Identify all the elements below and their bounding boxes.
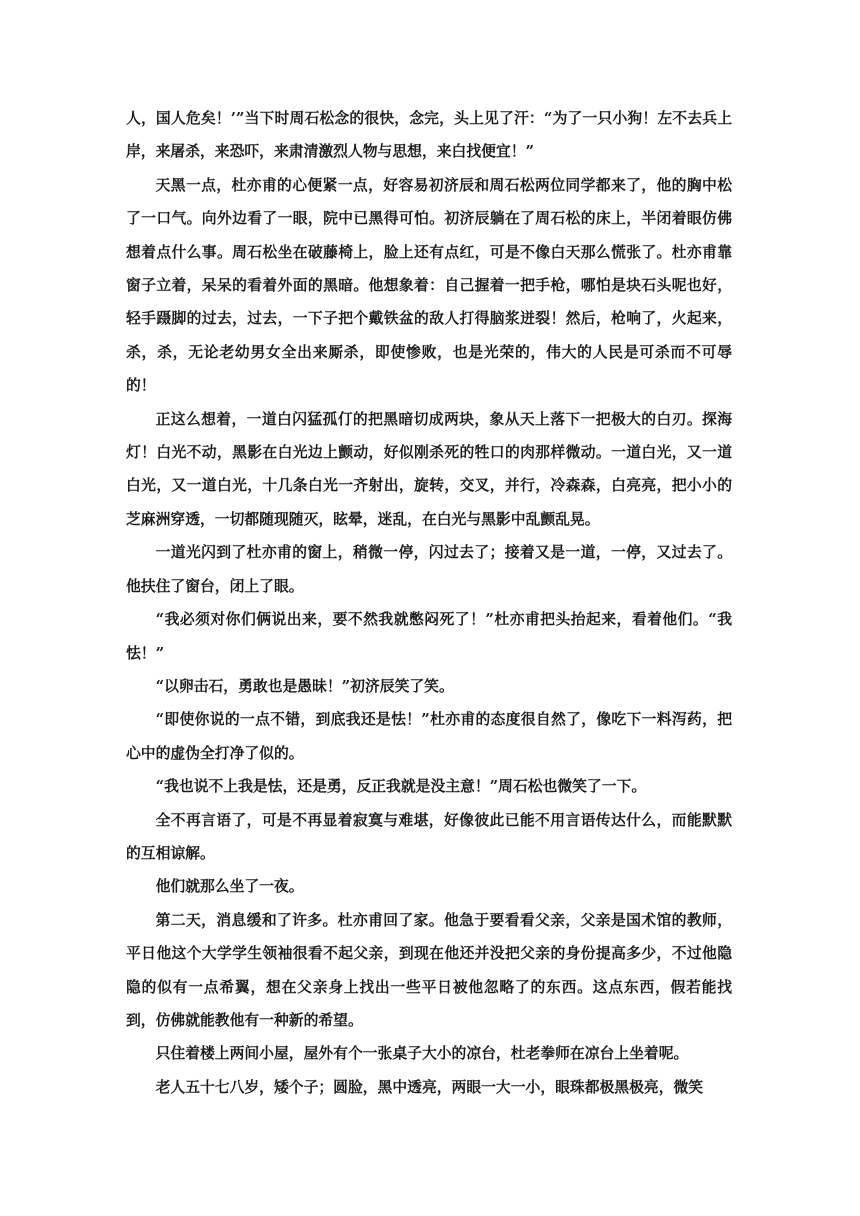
paragraph-2: 天黑一点，杜亦甫的心便紧一点，好容易初济辰和周石松两位同学都来了，他的胸中松了一口气。向外边看了一眼，院中已黑得可怕。初济辰躺在了周石松的床上，半闭着眼仿佛想着点什么事。周石松坐在破藤椅上，脸上还有点红，可是不像白天那么慌张了。杜亦甫靠窗子立着，呆呆的看着外面的黑暗。他想象着：自己握着一把手枪，哪怕是块石头呢也好，轻手蹑脚的过去，过去，一下子把个戴铁盆的敌人打得脑浆迸裂！然后，枪响了，火起来，杀，杀，无论老幼男女全出来厮杀，即使惨败，也是光荣的，伟大的人民是可杀而不可辱的！	[126, 176, 732, 395]
paragraph-11: 第二天，消息缓和了许多。杜亦甫回了家。他急于要看看父亲，父亲是国术馆的教师，平日他这个大学学生领袖很看不起父亲，到现在他还并没把父亲的身份提高多少，不过他隐隐的似有一点希翼，想在父亲身上找出一些平日被他忽略了的东西。这点东西，假若能找到，仿佛就能教他有一种新的希望。	[126, 911, 732, 1029]
paragraph-13: 老人五十七八岁，矮个子；圆脸，黑中透亮，两眼一大一小，眼珠都极黑极亮，微笑	[155, 1078, 704, 1096]
paragraph-4: 一道光闪到了杜亦甫的窗上，稍微一停，闪过去了；接着又是一道，一停，又过去了。他扶住了窗台，闭上了眼。	[126, 544, 732, 595]
paragraph-3: 正这么想着，一道白闪猛孤仃的把黑暗切成两块，象从天上落下一把极大的白刃。探海灯！白光不动，黑影在白光边上颤动，好似刚杀死的牲口的肉那样微动。一道白光，又一道白光，又一道白光，十几条白光一齐射出，旋转，交叉，并行，冷森森，白亮亮，把小小的芝麻洲穿透，一切都随现随灭，眩晕，迷乱，在白光与黑影中乱颤乱晃。	[126, 410, 732, 528]
paragraph-6: “以卵击石，勇敢也是愚昧！”初济辰笑了笑。	[155, 677, 454, 695]
paragraph-5: “我必须对你们俩说出来，要不然我就憋闷死了！”杜亦甫把头抬起来，看着他们。“我怯！”	[126, 611, 732, 662]
paragraph-8: “我也说不上我是怯，还是勇，反正我就是没主意！”周石松也微笑了一下。	[155, 778, 647, 796]
paragraph-7: “即使你说的一点不错，到底我还是怯！”杜亦甫的态度很自然了，像吃下一料泻药，把心中的虚伪全打净了似的。	[126, 711, 732, 762]
paragraph-9: 全不再言语了，可是不再显着寂寞与难堪，好像彼此已能不用言语传达什么，而能默默的互相谅解。	[126, 811, 732, 862]
document-page	[126, 102, 732, 1104]
paragraph-12: 只住着楼上两间小屋，屋外有个一张桌子大小的凉台，杜老拳师在凉台上坐着呢。	[155, 1045, 689, 1063]
paragraph-10: 他们就那么坐了一夜。	[155, 878, 304, 896]
paragraph-1: 人，国人危矣！’”当下时周石松念的很快，念完，头上见了汗：“为了一只小狗！左不去兵上岸，来屠杀，来恐吓，来肃清激烈人物与思想，来白找便宜！”	[126, 110, 732, 161]
